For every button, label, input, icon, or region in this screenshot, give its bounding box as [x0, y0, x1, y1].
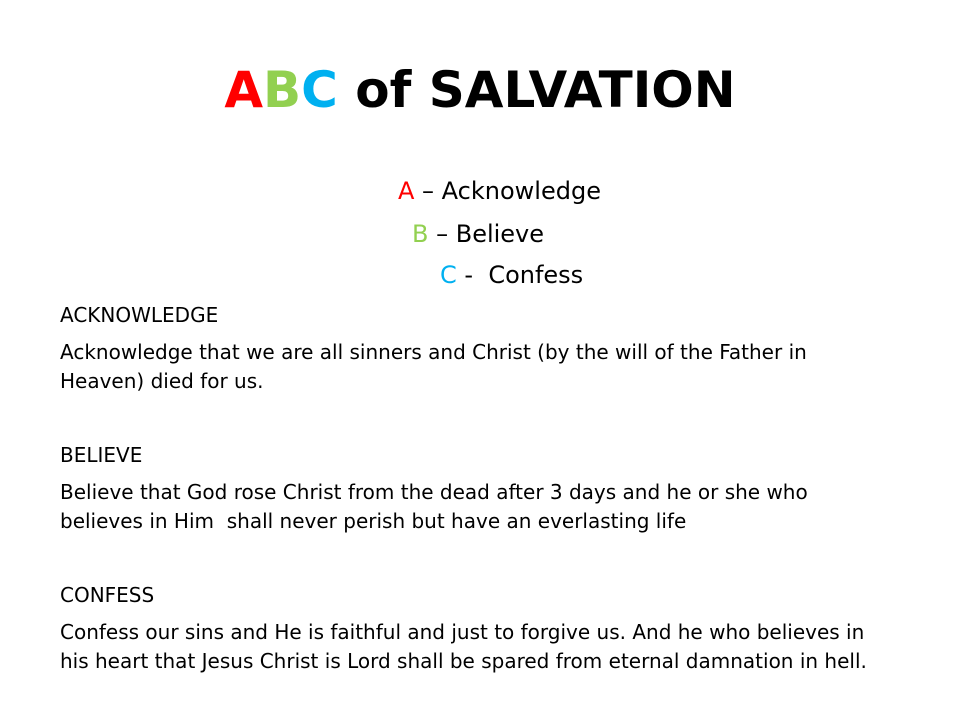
abc-text-c: - Confess — [456, 261, 584, 289]
section-body-believe — [60, 478, 920, 536]
abc-letter-c: C — [440, 261, 457, 289]
abc-text-a: – Acknowledge — [414, 177, 601, 205]
section-body-confess — [60, 618, 920, 676]
section-heading-acknowledge: ACKNOWLEDGE — [60, 303, 219, 327]
body-line: Believe that God rose Christ from the dead after 3 days and he or she who — [60, 480, 808, 504]
body-line: Heaven) died for us. — [60, 369, 264, 393]
abc-line-a — [398, 176, 601, 206]
body-line: his heart that Jesus Christ is Lord shall be spared from eternal damnation in hell. — [60, 649, 867, 673]
abc-letter-b: B — [412, 220, 429, 248]
body-line: Confess our sins and He is faithful and just to forgive us. And he who believes in — [60, 620, 865, 644]
abc-text-b: – Believe — [428, 220, 545, 248]
abc-line-c — [440, 260, 583, 290]
title-letter-b: B — [263, 61, 302, 119]
abc-line-b — [412, 219, 544, 249]
abc-letter-a: A — [398, 177, 415, 205]
body-line: believes in Him shall never perish but have an everlasting life — [60, 509, 687, 533]
section-body-acknowledge — [60, 338, 920, 396]
section-heading-confess: CONFESS — [60, 583, 155, 607]
body-line: Acknowledge that we are all sinners and Christ (by the will of the Father in — [60, 340, 807, 364]
slide-title — [0, 58, 960, 122]
title-letter-c: C — [301, 61, 338, 119]
title-rest: of SALVATION — [337, 61, 736, 119]
title-letter-a: A — [224, 61, 264, 119]
section-heading-believe: BELIEVE — [60, 443, 143, 467]
